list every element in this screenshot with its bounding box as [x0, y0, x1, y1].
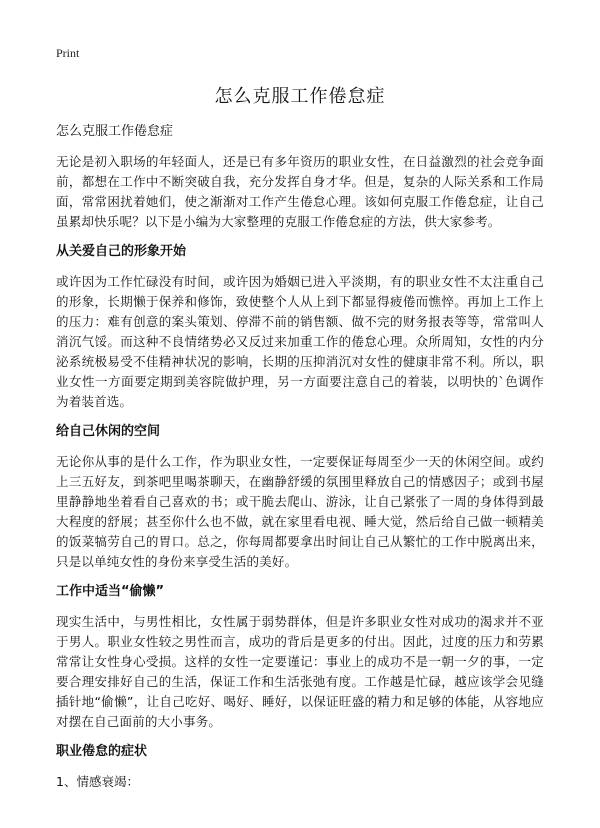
section-heading-symptoms: 职业倦怠的症状 [56, 744, 148, 759]
list-item-emotional-exhaustion: 1、情感衰竭： [56, 774, 139, 789]
section-heading-image: 从关爱自己的形象开始 [56, 244, 187, 259]
page-title: 怎么克服工作倦怠症 [214, 86, 386, 107]
section-body-image: 或许因为工作忙碌没有时间，或许因为婚姻已进入平淡期，有的职业女性不太注重自己的形象，长期懒于保养和修饰，致使整个人从上到下都显得疲倦而憔悴。再加上工作上的压力：难有创意的案头策划、停滞不前的销售额、做不完的财务报表等等，常常叫人消沉气馁。而这种不良情绪势必又反过来加重工作的倦怠心理。众所周知，女性的内分泌系统极易受不佳精神状况的影响，长期的压抑消沉对女性的健康非常不利。所以，职业女性一方面要定期到美容院做护理，另一方面要注意自己的着装，以明快的`色调作为着装首选。 [56, 274, 544, 409]
article-subtitle: 怎么克服工作倦怠症 [56, 124, 174, 139]
section-body-leisure: 无论你从事的是什么工作，作为职业女性，一定要保证每周至少一天的休闲空间。或约上三五好友，到茶吧里喝茶聊天，在幽静舒缓的氛围里释放自己的情感因子；或到书屋里静静地坐着看自己喜欢的书；或干脆去爬山、游泳，让自己紧张了一周的身体得到最大程度的舒展；甚至你什么也不做，就在家里看电视、睡大觉，然后给自己做一顿精美的饭菜犒劳自己的胃口。总之，你每周都要拿出时间让自己从繁忙的工作中脱离出来，只是以单纯女性的身份来享受生活的美好。 [56, 454, 544, 569]
intro-paragraph: 无论是初入职场的年轻面人，还是已有多年资历的职业女性，在日益激烈的社会竞争面前，都想在工作中不断突破自我，充分发挥自身才华。但是，复杂的人际关系和工作局面，常常困扰着她们，使之渐渐对工作产生倦怠心理。该如何克服工作倦怠症，让自己虽累却快乐呢？以下是小编为大家整理的克服工作倦怠症的方法，供大家参考。 [56, 154, 544, 229]
print-label: Print [56, 46, 80, 60]
section-heading-leisure: 给自己休闲的空间 [56, 424, 161, 439]
section-body-slack: 现实生活中，与男性相比，女性属于弱势群体，但是许多职业女性对成功的渴求并不亚于男人。职业女性较之男性而言，成功的背后是更多的付出。因此，过度的压力和劳累常常让女性身心受损。这样的女性一定要谨记：事业上的成功不是一朝一夕的事，一定要合理安排好自己的生活，保证工作和生活张弛有度。工作越是忙碌，越应该学会见缝插针地“偷懒”，让自己吃好、喝好、睡好，以保证旺盛的精力和足够的体能，从容地应对摆在自己面前的大小事务。 [56, 614, 544, 729]
section-heading-slack: 工作中适当“偷懒” [56, 584, 165, 599]
